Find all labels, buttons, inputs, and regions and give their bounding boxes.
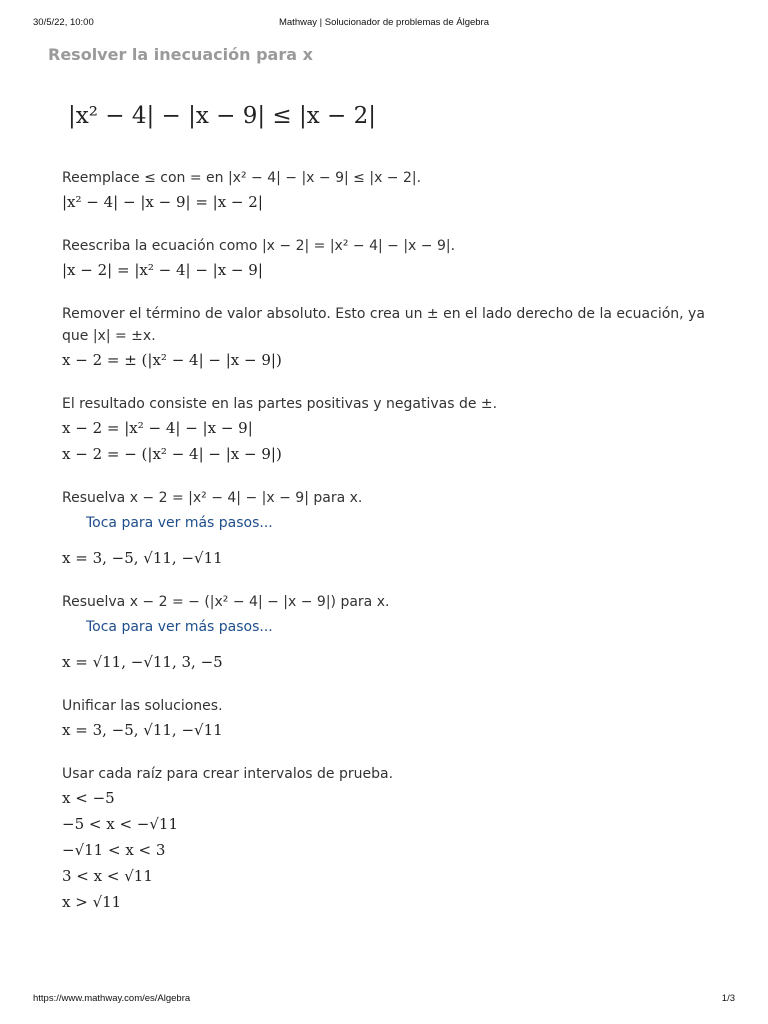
step-text: Resuelva x − 2 = − (|x² − 4| − |x − 9|) para x.	[62, 594, 390, 610]
step-text: El resultado consiste en las partes positivas y negativas de ±.	[62, 396, 498, 412]
show-more-steps-link[interactable]: Toca para ver más pasos...	[86, 515, 273, 531]
step-1	[62, 167, 712, 215]
show-more-steps-link[interactable]: Toca para ver más pasos...	[86, 619, 273, 635]
math-line: x = 3, −5, √11, −√11	[62, 721, 223, 739]
step-text: Reescriba la ecuación como |x − 2| = |x² − 4| − |x − 9|.	[62, 238, 456, 254]
math-line: x − 2 = |x² − 4| − |x − 9|	[62, 419, 253, 437]
math-line: |x − 2| = |x² − 4| − |x − 9|	[62, 261, 263, 279]
step-8	[62, 763, 712, 915]
step-3	[62, 303, 712, 373]
step-text: Reemplace ≤ con = en |x² − 4| − |x − 9| ≤ |x − 2|.	[62, 170, 422, 186]
math-line: −√11 < x < 3	[62, 841, 166, 859]
step-text: Remover el término de valor absoluto. Esto crea un ± en el lado derecho de la ecuación, ya que |x| = ±x.	[62, 306, 705, 344]
print-datetime: 30/5/22, 10:00	[33, 17, 94, 28]
print-page-number: 1/3	[721, 993, 735, 1004]
math-line: x > √11	[62, 893, 122, 911]
print-url: https://www.mathway.com/es/Algebra	[33, 993, 191, 1004]
math-line: x − 2 = − (|x² − 4| − |x − 9|)	[62, 445, 282, 463]
step-text: Usar cada raíz para crear intervalos de prueba.	[62, 766, 394, 782]
step-6	[62, 591, 712, 675]
step-2	[62, 235, 712, 283]
math-line: −5 < x < −√11	[62, 815, 178, 833]
page-title: Resolver la inecuación para x	[48, 45, 313, 64]
print-page-title: Mathway | Solucionador de problemas de Álgebra	[278, 17, 489, 28]
math-line: |x² − 4| − |x − 9| = |x − 2|	[62, 193, 263, 211]
solution-steps	[62, 167, 712, 935]
math-line: x < −5	[62, 789, 115, 807]
step-4	[62, 393, 712, 467]
step-7	[62, 695, 712, 743]
step-text: Resuelva x − 2 = |x² − 4| − |x − 9| para x.	[62, 490, 363, 506]
print-footer	[0, 993, 768, 1007]
print-header	[0, 17, 768, 31]
step-text: Unificar las soluciones.	[62, 698, 223, 714]
math-line: x = 3, −5, √11, −√11	[62, 549, 223, 567]
math-line: 3 < x < √11	[62, 867, 153, 885]
math-line: x − 2 = ± (|x² − 4| − |x − 9|)	[62, 351, 282, 369]
math-line: x = √11, −√11, 3, −5	[62, 653, 223, 671]
step-5	[62, 487, 712, 571]
problem-expression: |x² − 4| − |x − 9| ≤ |x − 2|	[68, 103, 376, 129]
